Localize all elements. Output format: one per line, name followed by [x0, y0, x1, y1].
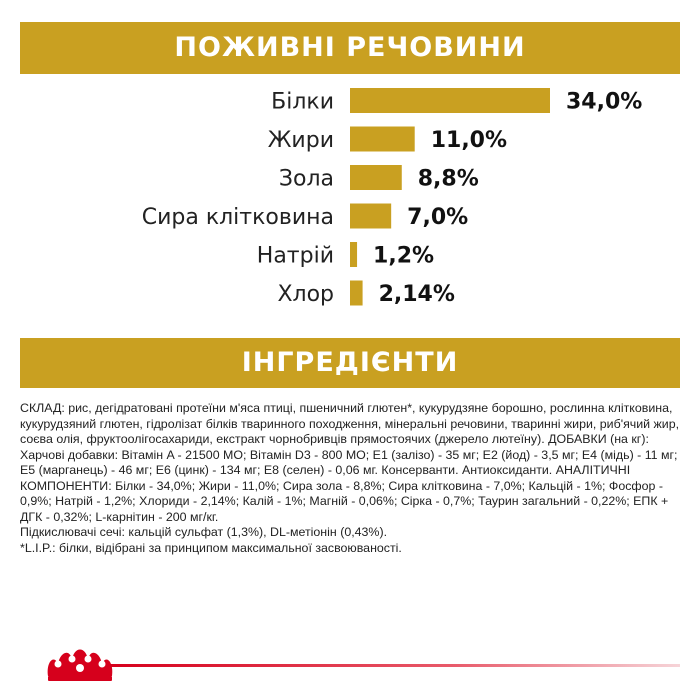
value-label: 2,14%	[378, 282, 455, 307]
value-label: 1,2%	[373, 243, 435, 269]
bar	[350, 127, 415, 152]
bar	[350, 88, 550, 113]
category-label: Натрій	[256, 243, 334, 269]
value-label: 11,0%	[430, 128, 508, 153]
royal-canin-crown-logo	[40, 640, 120, 684]
nutrients-bar-chart	[0, 0, 700, 330]
category-label: Білки	[271, 89, 334, 115]
bar	[350, 281, 363, 306]
bar	[350, 204, 391, 229]
category-label: Зола	[278, 166, 334, 192]
ingredients-composition: СКЛАД: рис, дегідратовані протеїни м'яса птиці, пшеничний глютен*, кукурудзяне борошно, рослинна клітковина, кукурудзяний глютен, гідролізат білків тваринного походження, мінеральні речовини, тваринні жири, риб'ячий жир, соєва олія, фруктоолігосахариди, екстракт чорнобривців прямостоячих (джерело лютеїну). ДОБАВКИ (на кг): Харчові добавки: Вітамін A - 21500 МО; Вітамін D3 - 800 МО; E1 (залізо) - 35 мг; E2 (йод) - 3,5 мг; E4 (мідь) - 11 мг; E5 (марганець) - 46 мг; E6 (цинк) - 134 мг; E8 (селен) - 0,06 мг. Консерванти. Антиоксиданти. АНАЛІТИЧНІ КОМПОНЕНТИ: Білки - 34,0%; Жири - 11,0%; Сира зола - 8,8%; Сира клітковина - 7,0%; Кальцій - 1%; Фосфор - 0,9%; Натрій - 1,2%; Хлориди - 2,14%; Калій - 1%; Магній - 0,06%; Сірка - 0,7%; Таурин загальний - 0,22%; ЕПК + ДГК - 0,32%; L-карнітин - 200 мг/кг.	[20, 401, 680, 524]
category-label: Сира клітковина	[141, 205, 334, 230]
bar	[350, 242, 357, 267]
ingredients-banner: ІНГРЕДІЄНТИ	[20, 338, 680, 388]
value-label: 8,8%	[417, 166, 479, 192]
nutrients-banner: ПОЖИВНІ РЕЧОВИНИ	[20, 22, 680, 74]
footer-divider	[110, 664, 680, 667]
category-label: Жири	[267, 128, 334, 153]
category-label: Хлор	[277, 282, 334, 307]
value-label: 7,0%	[407, 205, 469, 230]
ingredients-text	[20, 401, 680, 556]
ingredients-urinary: Підкислювачі сечі: кальцій сульфат (1,3%), DL-метіонін (0,43%).	[20, 525, 388, 539]
value-label: 34,0%	[566, 89, 643, 115]
bar	[350, 165, 402, 190]
ingredients-footnote: *L.I.P.: білки, відібрані за принципом максимальної засвоюваності.	[20, 540, 402, 555]
